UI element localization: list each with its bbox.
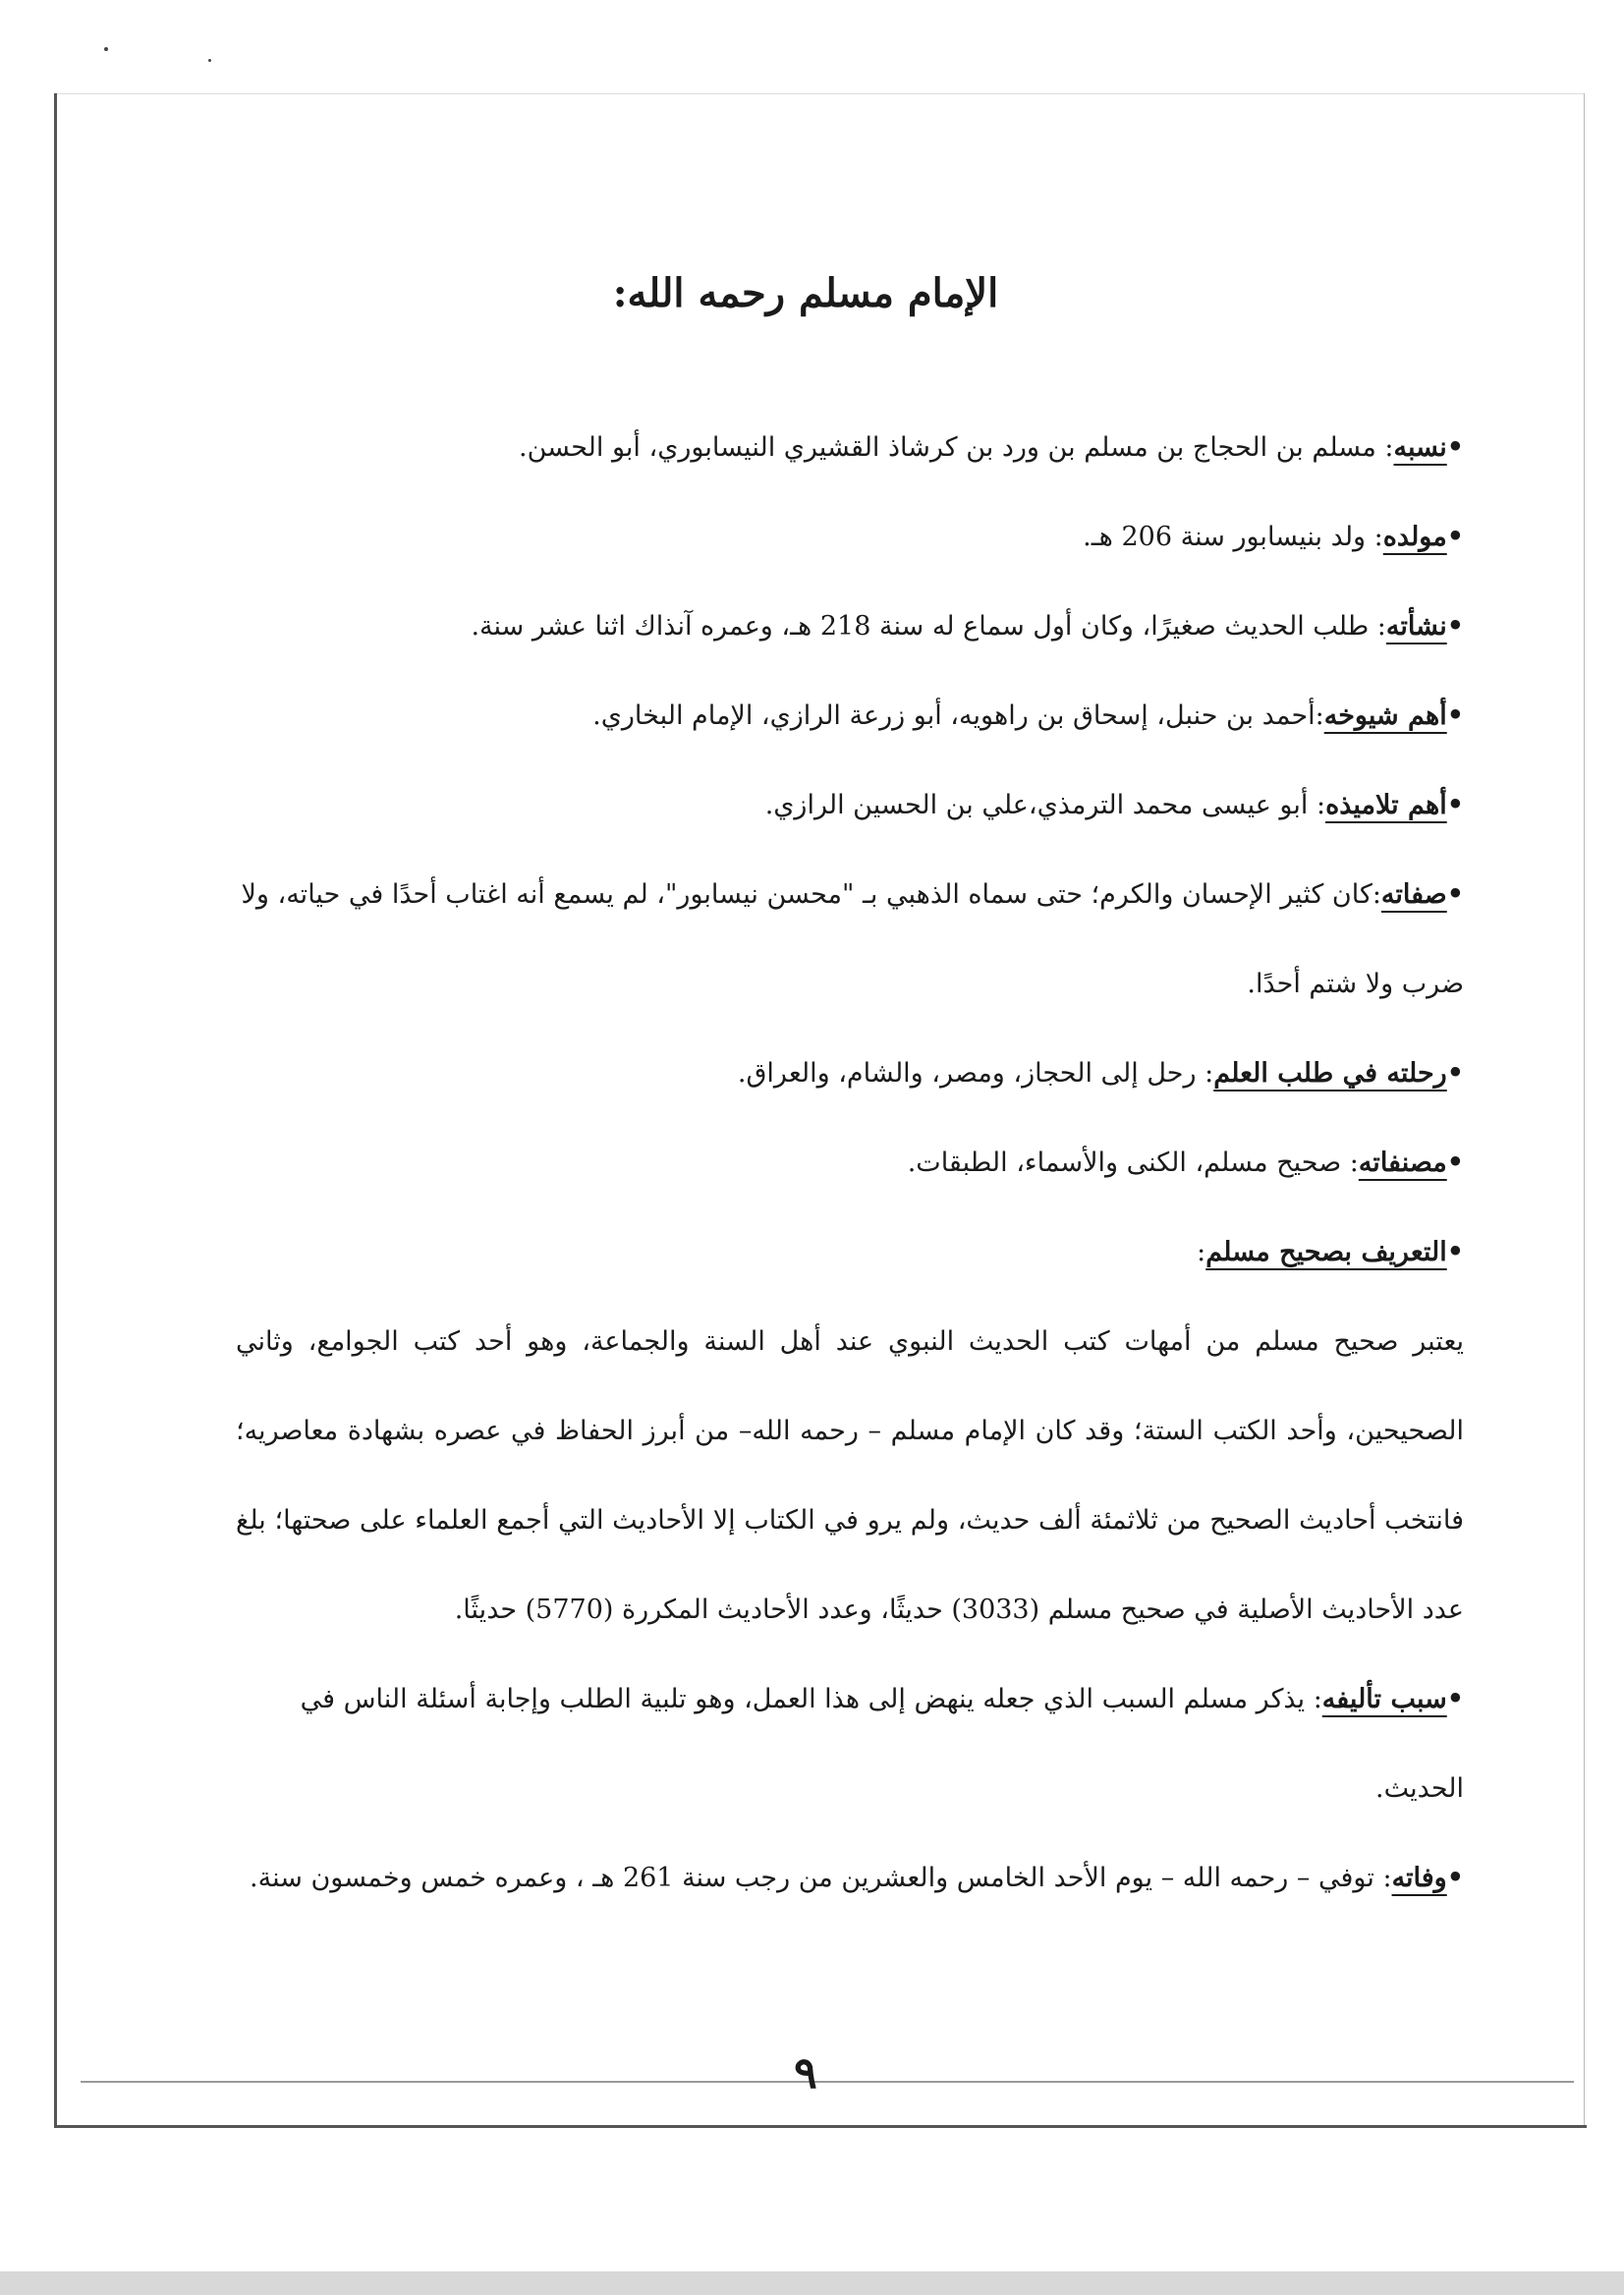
section-text: : xyxy=(1197,1237,1206,1267)
section-text: : طلب الحديث صغيرًا، وكان أول سماع له سنة 218 هـ، وعمره آنذاك اثنا عشر سنة. xyxy=(471,611,1386,642)
section-text: : أبو عيسى محمد الترمذي،علي بن الحسين الرازي. xyxy=(764,790,1326,820)
section-text: : رحل إلى الحجاز، ومصر، والشام، والعراق. xyxy=(737,1058,1214,1089)
bullet-marker: • xyxy=(1446,700,1464,731)
bullet-marker: • xyxy=(1446,1237,1464,1267)
section-label: صفاته xyxy=(1380,879,1447,910)
bullet-marker: • xyxy=(1446,1684,1464,1714)
section-works xyxy=(236,1118,1464,1207)
page-frame-bottom xyxy=(54,2125,1587,2128)
page-frame-right xyxy=(1584,93,1585,2127)
section-text: :كان كثير الإحسان والكرم؛ حتى سماه الذهبي بـ "محسن نيسابور"، لم يسمع أنه اغتاب أحدًا في حياته، ولا ضرب ولا شتم أحدًا. xyxy=(241,879,1464,999)
section-label: رحلته في طلب العلم xyxy=(1213,1058,1447,1089)
sahih-description-paragraph: يعتبر صحيح مسلم من أمهات كتب الحديث النبوي عند أهل السنة والجماعة، وهو أحد كتب الجوامع، وثاني الصحيحين، وأحد الكتب الستة؛ وقد كان الإمام مسلم – رحمه الله– من أبرز الحفاظ في عصره بشهادة معاصريه؛ فانتخب أحاديث الصحيح من ثلاثمئة ألف حديث، ولم يرو في الكتاب إلا الأحاديث التي أجمع العلماء على صحتها؛ بلغ عدد الأحاديث الأصلية في صحيح مسلم (3033) حديثًا، وعدد الأحاديث المكررة (5770) حديثًا. xyxy=(236,1326,1464,1625)
page-title: الإمام مسلم رحمه الله: xyxy=(612,270,999,316)
section-label: أهم تلاميذه xyxy=(1325,790,1447,820)
section-birth xyxy=(236,492,1464,582)
section-label: سبب تأليفه xyxy=(1321,1684,1447,1714)
bullet-marker: • xyxy=(1446,522,1464,552)
section-label: مولده xyxy=(1382,522,1447,552)
page-number: ٩ xyxy=(794,2048,817,2099)
section-sahih-intro xyxy=(236,1207,1464,1297)
section-teachers xyxy=(236,671,1464,760)
section-reason xyxy=(236,1654,1464,1833)
page-frame-left xyxy=(54,93,57,2127)
section-label: مصنفاته xyxy=(1358,1148,1447,1178)
section-label: وفاته xyxy=(1391,1863,1447,1893)
section-traits xyxy=(236,850,1464,1029)
scan-speck xyxy=(104,47,108,51)
section-text: : صحيح مسلم، الكنى والأسماء، الطبقات. xyxy=(907,1148,1359,1178)
section-text: : ولد بنيسابور سنة 206 هـ. xyxy=(1083,522,1383,552)
section-label: نسبه xyxy=(1393,432,1447,463)
section-travels xyxy=(236,1029,1464,1118)
bullet-marker: • xyxy=(1446,611,1464,642)
section-text: : توفي – رحمه الله – يوم الأحد الخامس والعشرين من رجب سنة 261 هـ ، وعمره خمس وخمسون سنة. xyxy=(250,1863,1392,1893)
bullet-marker: • xyxy=(1446,432,1464,463)
section-death xyxy=(236,1833,1464,1923)
page-frame-top xyxy=(54,93,1585,94)
section-label: أهم شيوخه xyxy=(1323,700,1447,731)
section-lineage xyxy=(236,403,1464,492)
section-text: : مسلم بن الحجاج بن مسلم بن ورد بن كرشاذ القشيري النيسابوري، أبو الحسن. xyxy=(519,432,1394,463)
section-upbringing xyxy=(236,582,1464,671)
bullet-marker: • xyxy=(1446,879,1464,910)
section-label: نشأته xyxy=(1385,611,1447,642)
scan-edge-band xyxy=(0,2271,1624,2295)
bullet-marker: • xyxy=(1446,1148,1464,1178)
section-text: :أحمد بن حنبل، إسحاق بن راهويه، أبو زرعة الرازي، الإمام البخاري. xyxy=(592,700,1324,731)
document-body xyxy=(236,403,1464,1923)
section-students xyxy=(236,760,1464,850)
section-label: التعريف بصحيح مسلم xyxy=(1205,1237,1447,1267)
section-text: : يذكر مسلم السبب الذي جعله ينهض إلى هذا العمل، وهو تلبية الطلب وإجابة أسئلة الناس في الحديث. xyxy=(300,1684,1464,1804)
bullet-marker: • xyxy=(1446,790,1464,820)
bullet-marker: • xyxy=(1446,1863,1464,1893)
scan-speck xyxy=(208,59,211,62)
bullet-marker: • xyxy=(1446,1058,1464,1089)
